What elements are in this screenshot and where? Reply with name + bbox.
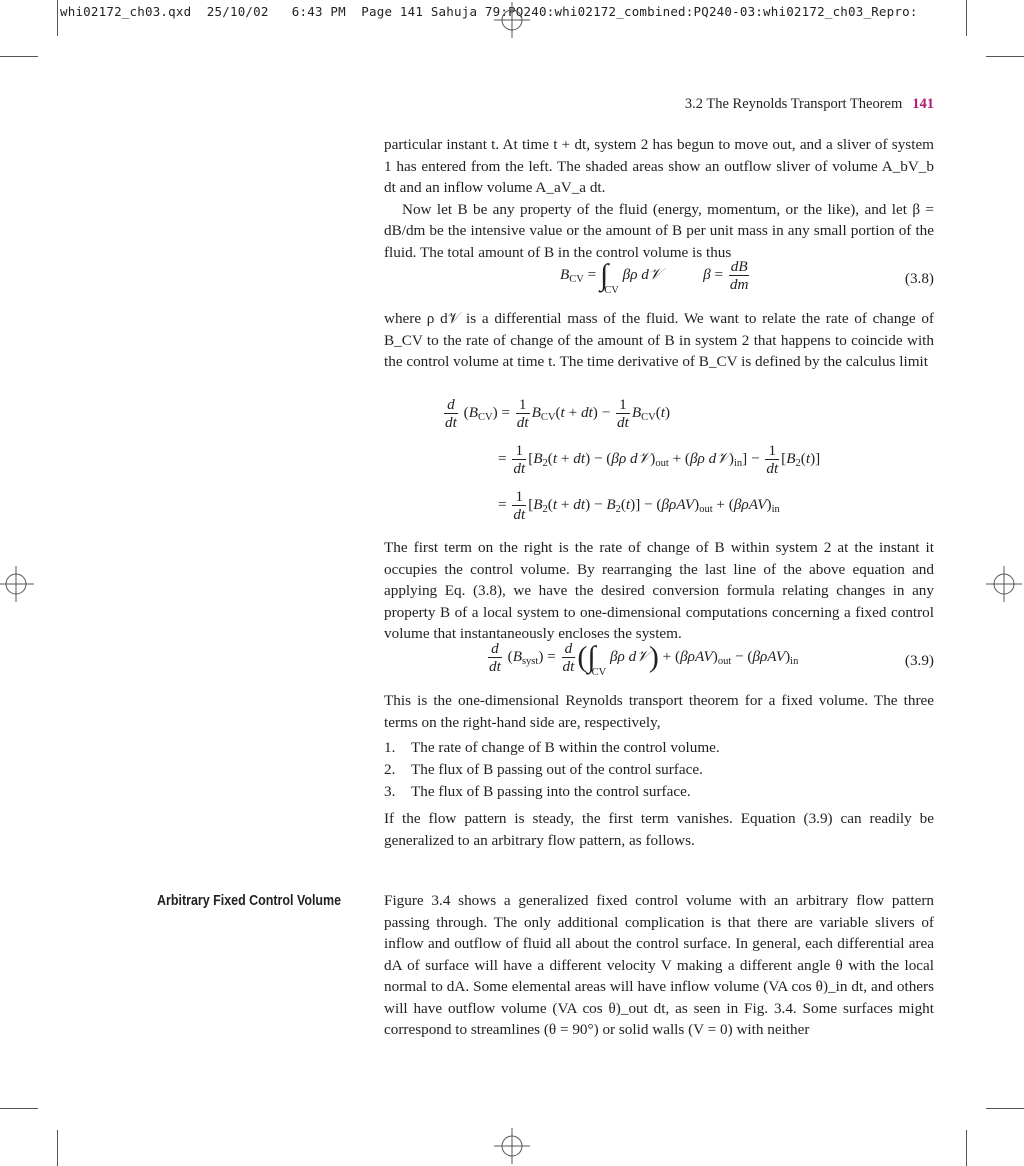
crop-mark <box>966 0 967 36</box>
list-item: 3. The flux of B passing into the control surface. <box>384 783 691 800</box>
paragraph: This is the one-dimensional Reynolds transport theorem for a fixed volume. The three terms on the right-hand side are, respectively, <box>384 692 934 731</box>
text-block <box>384 690 934 733</box>
crop-mark <box>986 1108 1024 1109</box>
crop-mark <box>966 1130 967 1166</box>
paragraph: particular instant t. At time t + dt, system 2 has begun to move out, and a sliver of system 1 has entered from the left. The shaded areas show an outflow sliver of volume A_bV_b dt and an inflow volume A_aV_a dt. <box>384 136 934 196</box>
crop-mark <box>0 1108 38 1109</box>
list-item: 2. The flux of B passing out of the control surface. <box>384 761 703 778</box>
running-head <box>685 96 934 113</box>
equation-number: (3.9) <box>904 652 934 669</box>
numbered-list <box>384 737 720 803</box>
paragraph: The first term on the right is the rate of change of B within system 2 at the instant it occupies the control volume. By rearranging the last line of the above equation and applying Eq. (3.8), we have the desired conversion formula relating changes in any property B of a local system to one-dimensional computations concerning a fixed control volume that instantaneously encloses the system. <box>384 539 934 642</box>
registration-mark-icon <box>986 566 1022 602</box>
registration-mark-icon <box>494 2 530 38</box>
registration-mark-icon <box>0 566 34 602</box>
derivation-line-2: = $\frac{1}{dt}$ [$B_2(t + dt) - (\beta\rho$ $d𝒱)_{out} + (\beta\rho$ $d𝒱)_{in}$] − $\frac{1}{dt}$ $[B_2(t)]$ <box>498 442 821 477</box>
registration-mark-icon <box>494 1128 530 1164</box>
text-block <box>384 808 934 851</box>
text-block <box>384 890 934 1041</box>
paragraph: where ρ d𝒱 is a differential mass of the fluid. We want to relate the rate of change of B_CV to the rate of change of the amount of B in system 2 that happens to coincide with the control volume at time t. The time derivative of B_CV is defined by the calculus limit <box>384 310 934 370</box>
slug-line: whi02172_ch03.qxd 25/10/02 6:43 PM Page 141 Sahuja 79:PQ240:whi02172_combined:PQ240-03:whi02172_ch03_Repro: <box>60 4 918 19</box>
crop-mark <box>57 0 58 36</box>
running-head-title: 3.2 The Reynolds Transport Theorem <box>684 96 903 112</box>
text-block <box>384 308 934 373</box>
equation-3-8: $B_{CV} = \int_{CV}$ βρ d𝒱 β = $\frac{dB}{dm}$ <box>560 258 749 296</box>
text-block-top <box>384 134 934 263</box>
derivation-line-1: $\frac{d}{dt}$ $(B_{CV})$ = $\frac{1}{dt}$ $B_{CV}(t + dt)$ − $\frac{1}{dt}$ $B_{CV}(t)$ <box>445 396 671 431</box>
paragraph: Figure 3.4 shows a generalized fixed control volume with an arbitrary flow pattern passing through. The only additional complication is that there are variable slivers of inflow and outflow of fluid all about the control surface. In general, each differential area dA of surface will have a different velocity V making a different angle θ with the local normal to dA. Some elemental areas will have inflow volume (VA cos θ)_in dt, and others will have outflow volume (VA cos θ)_out dt, as seen in Fig. 3.4. Some surfaces might correspond to streamlines (θ = 90°) or solid walls (V = 0) with neither <box>384 892 934 1038</box>
crop-mark <box>986 56 1024 57</box>
list-item: 1. The rate of change of B within the control volume. <box>384 739 720 756</box>
crop-mark <box>57 1130 58 1166</box>
equation-3-9: $\frac{d}{dt}$ $(B_{syst})$ = $\frac{d}{dt}$ ($\int_{CV}$ βρ d𝒱) + $(\beta\rho AV)_{out} - (\beta\rho AV)_{in}$ <box>489 640 799 678</box>
crop-mark <box>0 56 38 57</box>
paragraph: If the flow pattern is steady, the first term vanishes. Equation (3.9) can readily be generalized to an arbitrary flow pattern, as follows. <box>384 810 934 849</box>
text-block <box>384 537 934 645</box>
equation-number: (3.8) <box>904 270 934 287</box>
section-side-heading: Arbitrary Fixed Control Volume <box>157 893 342 909</box>
paragraph: Now let B be any property of the fluid (energy, momentum, or the like), and let β = dB/dm be the intensive value or the amount of B per unit mass in any small portion of the fluid. The total amount of B in the control volume is thus <box>384 200 934 261</box>
page-number: 141 <box>912 96 934 112</box>
derivation-line-3: = $\frac{1}{dt}$ $[B_2(t + dt) - B_2(t)] - (\beta\rho AV)_{out} + (\beta\rho AV)_{in}$ <box>498 488 780 523</box>
